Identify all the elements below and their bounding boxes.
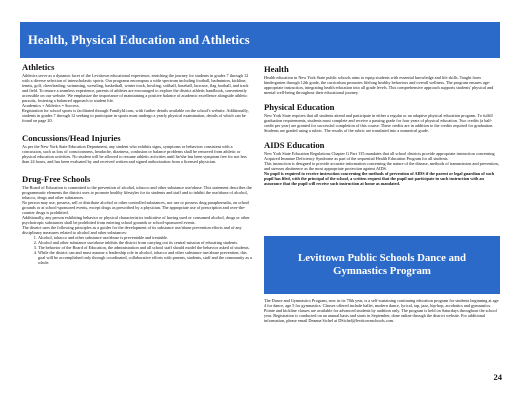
list-item: 4. While the district can and must assume a leadership role in alcohol, tobacco and other substance use/abuse prevention, this goal will be accomplished only through coordinated, collaborative efforts with parents, students, staff and the community as a whole. [38, 250, 252, 265]
concussions-heading: Concussions/Head Injuries [22, 133, 121, 143]
physical-education-heading: Physical Education [264, 102, 335, 112]
health-heading: Health [264, 64, 289, 74]
aids-paragraph-2: This instruction is designed to provide accurate information concerning the nature of the disease, methods of transmission and prevention, and stresses abstinence as the most appropriate protection against AIDS. [264, 161, 499, 171]
drug-free-paragraph-3: Additionally, any person exhibiting behavior or physical characteristics indicative of having used or consumed alcohol, drugs or other psychotropic substances shall be prohibited from entering school grounds or school-sponsored events. [22, 215, 250, 225]
page-header-banner [20, 22, 500, 58]
aids-education-heading: AIDS Education [264, 140, 325, 150]
dance-gymnastics-banner [264, 236, 500, 294]
drug-free-principles-list [22, 235, 252, 265]
drug-free-paragraph-2: No person may use, possess, sell or distribute alcohol or other controlled substances, nor use or possess drug paraphernalia, on school grounds or at school-sponsored events, except drugs as prescribed by a physician. The appropriate use of prescription and over-the-counter drugs is prohibited. [22, 200, 250, 215]
list-item: 1. Alcohol, tobacco and other substance use/abuse is preventable and treatable. [38, 235, 252, 240]
aids-opt-out-notice: No pupil is required to receive instruction concerning the methods of prevention of AIDS if the parent or legal guardian of such pupil has filed, with the principal of the school, a written request that the pupil not participate in such instruction with an assurance that the pupil will receive such instruction at home as mandated. [264, 171, 495, 186]
dance-gymnastics-body [264, 298, 500, 323]
drug-free-paragraph-4: The district uses the following principles as a guides for the development of its substance use/abuse prevention efforts and of any disciplinary measures related to alcohol and other substances: [22, 225, 242, 235]
physical-education-paragraph: New York State requires that all students attend and participate in either a regular or an adaptive physical education program. To fulfill graduation requirements, students must complete and receive a passing grade for four years of physical education. Two credits (a half-credit per year) are granted for successful completion of this course. These credits are in addition to the credits required for graduation. Students are graded using a rubric. The results of the rubric are translated into a numerical grade. [264, 113, 494, 133]
page-number: 24 [493, 372, 502, 382]
list-item: 2. Alcohol and other substance use/abuse inhibits the district from carrying out its central mission of educating students. [38, 240, 252, 245]
athletics-paragraph-2: Academics + Athletics = Success. [22, 103, 80, 108]
dance-gymnastics-heading: Levittown Public Schools Dance and Gymnastics Program [298, 252, 466, 277]
page-title: Health, Physical Education and Athletics [28, 32, 250, 47]
drug-free-heading: Drug-Free Schools [22, 174, 91, 184]
right-column [264, 62, 500, 186]
health-paragraph: Health education in New York State public schools aims to equip students with essential knowledge and life skills. Taught from kindergarten through 12th grade, the curriculum promotes lifelong healthy behaviors and overall wellness. The program ensures age-appropriate instruction, integrating health education into all grade levels. This comprehensive approach supports students' physical and mental well-being throughout their educational journey. [264, 75, 494, 95]
concussions-paragraph: As per the New York State Education Department, any student who exhibits signs, symptoms or behaviors consistent with a concussion, such as loss of consciousness, headache, dizziness, confusion or balance problems shall be removed from athletic or physical education activities. No student will be allowed to resume athletic activities until he/she has been symptom free for not less than 24 hours, and has been evaluated by and received written and signed authorization from a licensed physician. [22, 144, 247, 164]
dance-gymnastics-paragraph: The Dance and Gymnastics Program, now in its 78th year, is a self-sustaining continuing education program for students beginning at age 4 for dance, age 5 for gymnastics. Classes offered include ballet, modern dance, lyrical, tap, jazz, hip-hop, acrobatics and gymnastics. Pointe and kickline classes are available for advanced students by audition only. The program is held on Saturdays throughout the school year. Registration is conducted on an annual basis and starts in September, done online through the district website. For additional information, please email Deanna Sichel at DSichel@levittownschools.com. [264, 298, 499, 323]
aids-paragraph-1: New York State Education Regulations Chapter G Part 135 mandates that all school districts provide appropriate instruction concerning Acquired Immune Deficiency Syndrome as part of the sequential Health Education Program for all students. [264, 151, 495, 161]
athletics-paragraph-3: Registration for school sports is facilitated through FamilyId.com, with further details available on the school's website. Additionally, students in grades 7 through 12 seeking to participate in sports must undergo a yearly physical examination, details of which can be found on page 20. [22, 108, 249, 123]
list-item: 3. The behavior of the Board of Education, the administration and all school staff should model the behavior asked of students. [38, 245, 252, 250]
drug-free-paragraph-1: The Board of Education is committed to the prevention of alcohol, tobacco and other substance use/abuse. This statement describes the programmatic elements the district uses to promote healthy lifestyles for its students and staff and to inhibit the use/abuse of alcohol, tobacco, drugs and other substances. [22, 185, 252, 200]
left-column [22, 62, 252, 265]
athletics-paragraph-1: Athletics serve as a dynamic facet of the Levittown educational experience, enriching the journey for students in grades 7 through 12 with a diverse selection of interscholastic sports. Our programs encompass a wide spectrum including football, badminton, kickline, tennis, golf, cheerleading, swimming, wrestling, basketball, winter track, bowling, softball, baseball, lacrosse, flag football, and track and field. To ensure a seamless experience, parents of athletes are encouraged to explore the district athletic handbook, conveniently accessible on our website. We emphasize the importance of maintaining a positive balance of academic excellence alongside athletic pursuits, fostering a balanced approach to student life. [22, 73, 249, 103]
athletics-heading: Athletics [22, 62, 55, 72]
